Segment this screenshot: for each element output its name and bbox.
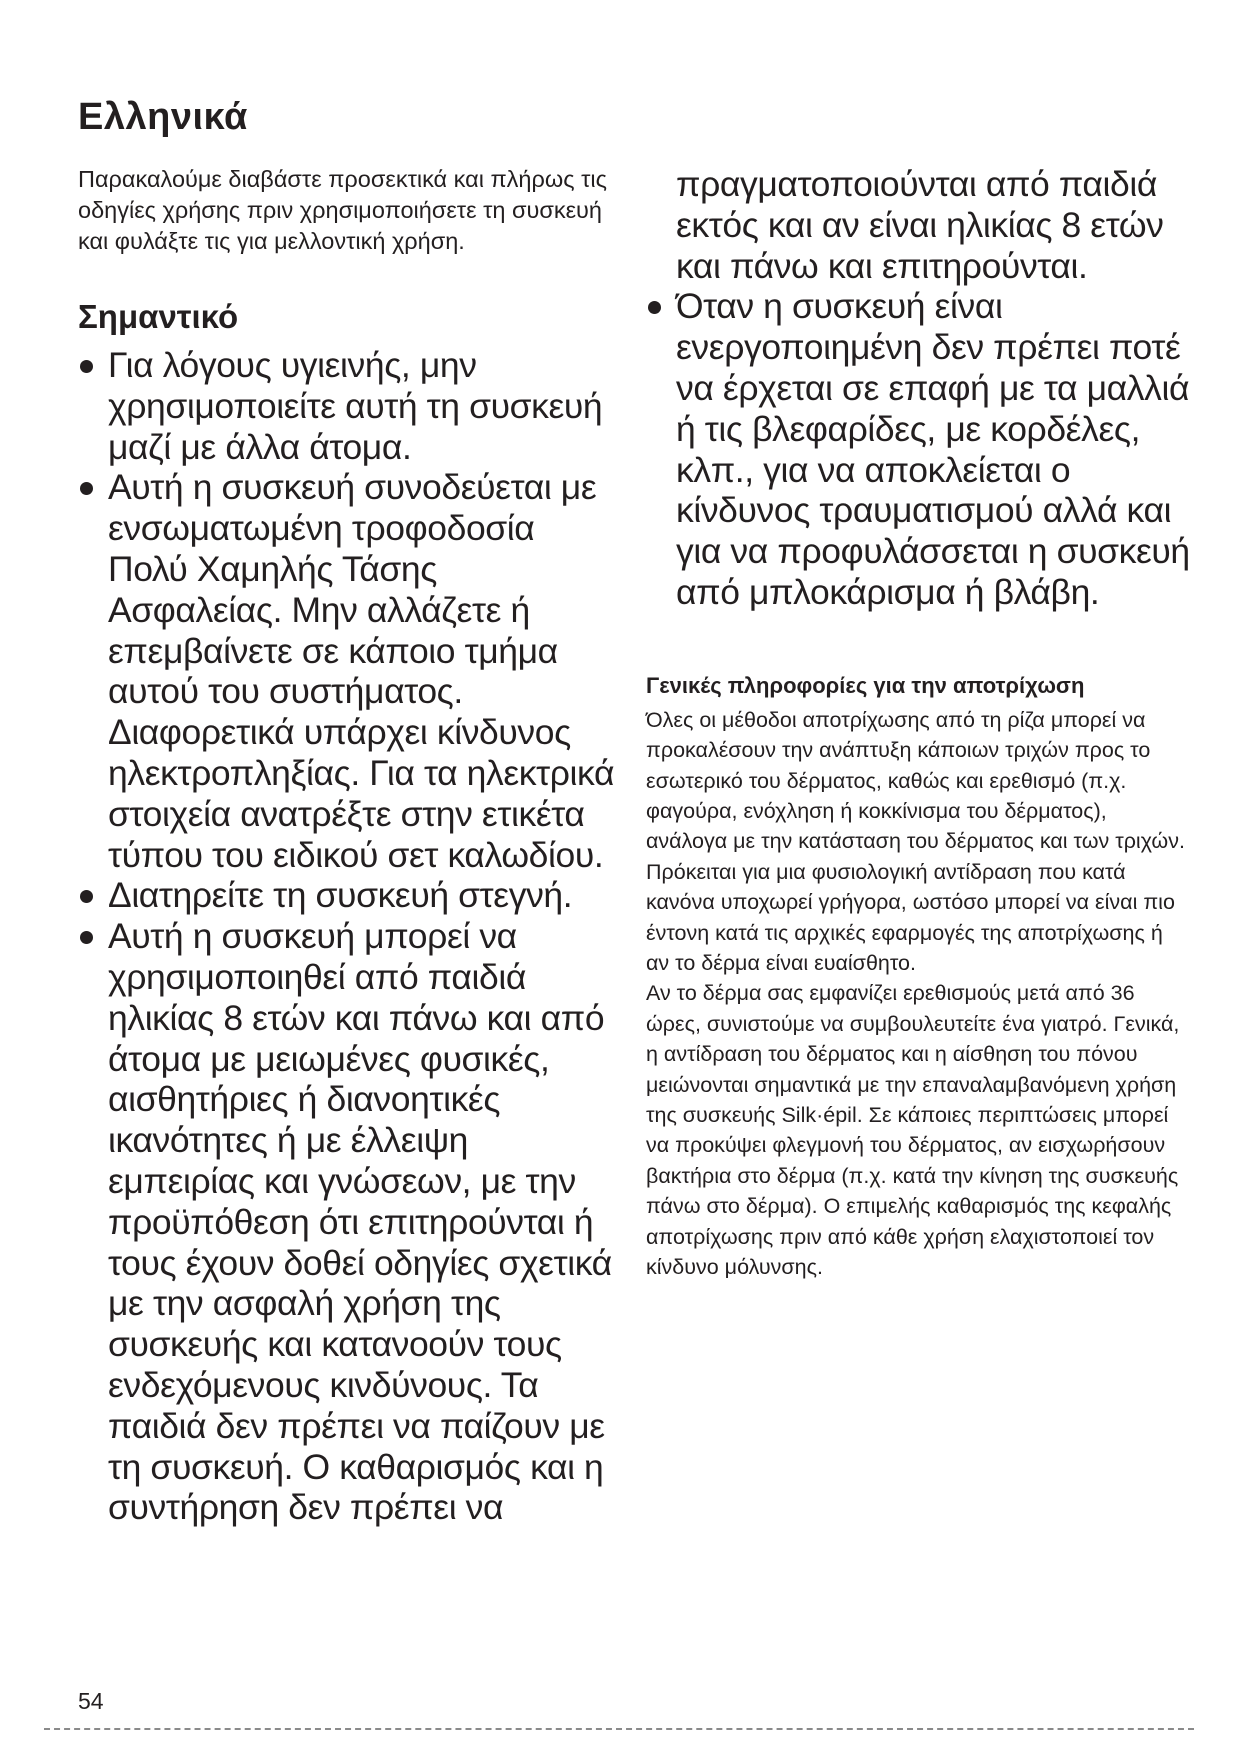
general-info-heading: Γενικές πληροφορίες για την αποτρίχωση — [646, 672, 1085, 698]
list-item — [646, 286, 1191, 612]
left-column — [78, 164, 618, 1528]
general-info-paragraph: Όλες οι μέθοδοι αποτρίχωσης από τη ρίζα μπορεί να προκαλέσουν την ανάπτυξη κάποιων τριχών προς το εσωτερικό του δέρματος, καθώς και ερεθισμό (π.χ. φαγούρα, ενόχληση ή κοκκίνισμα του δέρματος), ανάλογα με την κατάσταση του δέρματος και των τριχών. Πρόκειται για μια φυσιολογική αντίδραση που κατά κανόνα υποχωρεί γρήγορα, ωστόσο μπορεί να είναι πιο έντονη κατά τις αρχικές εφαρμογές της αποτρίχωσης ή αν το δέρμα είναι ευαίσθητο. — [646, 707, 1185, 976]
right-column — [646, 164, 1191, 1282]
important-list-continued — [646, 286, 1191, 612]
list-item — [78, 916, 618, 1528]
list-item-text: Όταν η συσκευή είναι ενεργοποιημένη δεν πρέπει ποτέ να έρχεται σε επαφή με τα μαλλιά ή τις βλεφαρίδες, με κορδέλες, κλπ., για να αποκλείεται ο κίνδυνος τραυματισμού αλλά και για να προφυλάσσεται η συσκευή από μπλοκάρισμα ή βλάβη. — [676, 286, 1190, 612]
bullet-icon — [648, 301, 661, 314]
list-item-text: Αυτή η συσκευή μπορεί να χρησιμοποιηθεί από παιδιά ηλικίας 8 ετών και πάνω και από άτομα με μειωμένες φυσικές, αισθητήριες ή διανοητικές ικανότητες ή με έλλειψη εμπειρίας και γνώσεων, με την προϋπόθεση ότι επιτηρούνται ή τους έχουν δοθεί οδηγίες σχετικά με την ασφαλή χρήση της συσκευής και κατανοούν τους ενδεχόμενους κινδύνους. Τα παιδιά δεν πρέπει να παίζουν με τη συσκευή. Ο καθαρισμός και η συντήρηση δεν πρέπει να — [108, 916, 612, 1528]
general-info-paragraph: Αν το δέρμα σας εμφανίζει ερεθισμούς μετά από 36 ώρες, συνιστούμε να συμβουλευτείτε ένα γιατρό. Γενικά, η αντίδραση του δέρματος και η αίσθηση του πόνου μειώνονται σημαντικά με την επαναλαμβανόμενη χρήση της συσκευής Silk·épil. Σε κάποιες περιπτώσεις μπορεί να προκύψει φλεγμονή του δέρματος, αν εισχωρήσουν βακτήρια στο δέρμα (π.χ. κατά την κίνηση της συσκευής πάνω στο δέρμα). Ο επιμελής καθαρισμός της κεφαλής αποτρίχωσης πριν από κάθε χρήση ελαχιστοποιεί τον κίνδυνο μόλυνσης. — [646, 981, 1180, 1280]
list-item — [78, 467, 618, 875]
list-item-text: Για λόγους υγιεινής, μην χρησιμοποιείτε αυτή τη συσκευή μαζί με άλλα άτομα. — [108, 345, 603, 467]
bullet-icon — [80, 360, 93, 373]
bullet-icon — [80, 890, 93, 903]
bullet-icon — [80, 482, 93, 495]
bullet-icon — [80, 931, 93, 944]
important-list — [78, 345, 618, 1528]
list-item — [78, 345, 618, 467]
bullet-continuation: πραγματοποιούνται από παιδιά εκτός και αν είναι ηλικίας 8 ετών και πάνω και επιτηρούνται. — [676, 164, 1164, 286]
list-item-text: Αυτή η συσκευή συνοδεύεται με ενσωματωμένη τροφοδοσία Πολύ Χαμηλής Τάσης Ασφαλείας. Μην αλλάζετε ή επεμβαίνετε σε κάποιο τμήμα αυτού του συστήματος. Διαφορετικά υπάρχει κίνδυνος ηλεκτροπληξίας. Για τα ηλεκτρικά στοιχεία ανατρέξτε στην ετικέτα τύπου του ειδικού σετ καλωδίου. — [108, 467, 615, 875]
intro-paragraph: Παρακαλούμε διαβάστε προσεκτικά και πλήρως τις οδηγίες χρήσης πριν χρησιμοποιήσετε τη συσκευή και φυλάξτε τις για μελλοντική χρήση. — [78, 166, 607, 254]
list-item-text: Διατηρείτε τη συσκευή στεγνή. — [108, 875, 573, 916]
page-number: 54 — [78, 1688, 104, 1714]
footer-divider — [44, 1728, 1194, 1730]
important-heading: Σημαντικό — [78, 298, 239, 335]
page-title: Ελληνικά — [78, 96, 248, 138]
list-item — [78, 875, 618, 916]
